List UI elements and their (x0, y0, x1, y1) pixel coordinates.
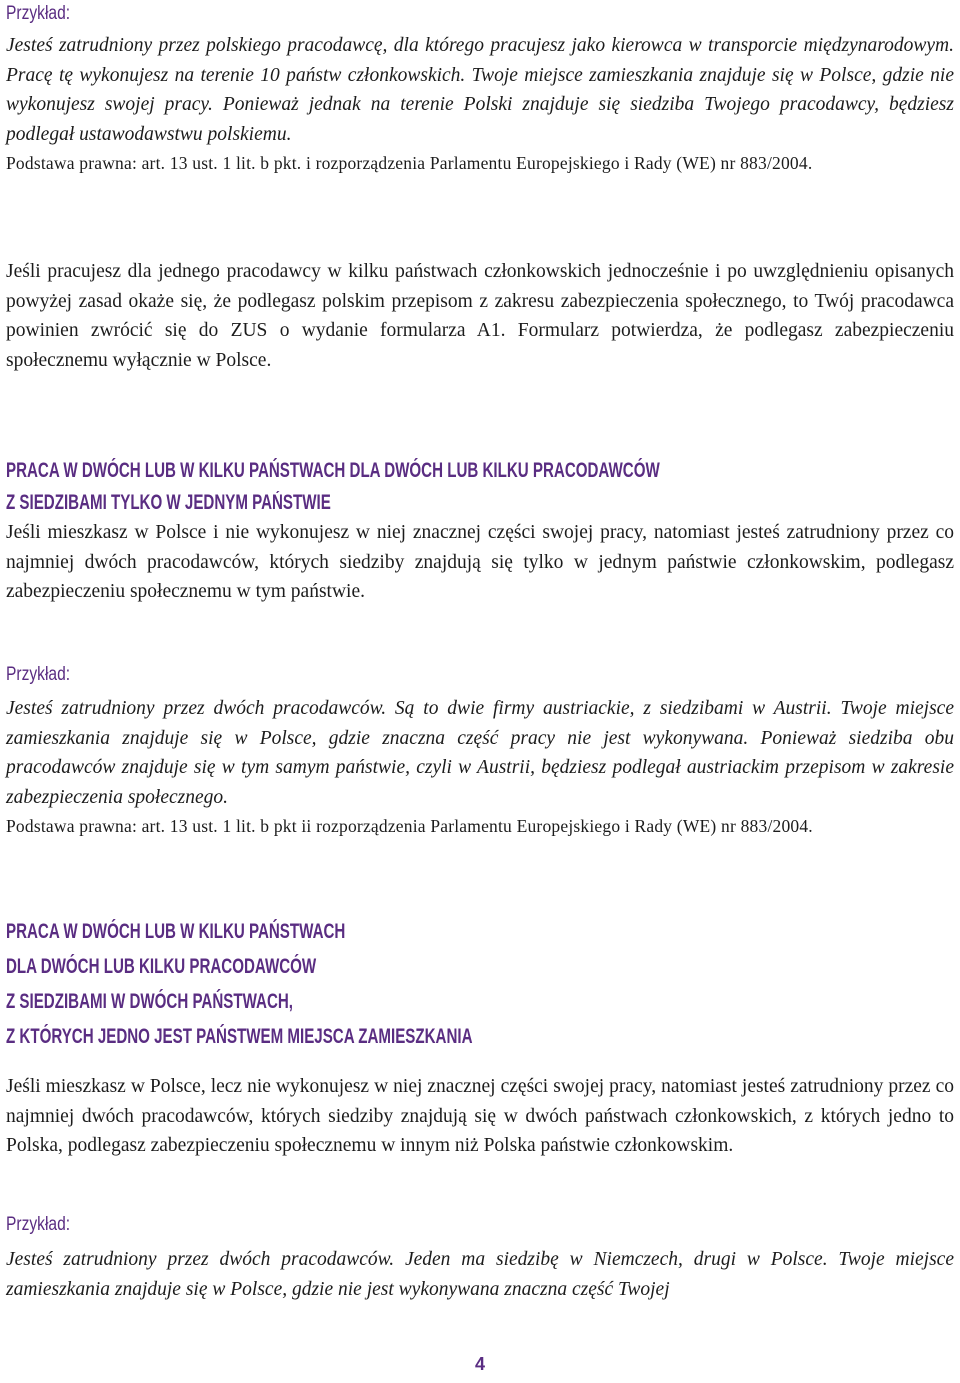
example-1 (6, 0, 954, 179)
example-label: Przykład: (6, 3, 71, 24)
section-three-body: Jeśli mieszkasz w Polsce, lecz nie wykonujesz w niej znacznej części swojej pracy, natomiast jesteś zatrudniony przez co najmniej dwóch pracodawców, których siedziby znajdują się w dwóch państwach członkowskich, z których jedno to Polska, podlegasz zabezpieczeniu społecznemu w innym niż Polska państwie członkowskim. (6, 1076, 954, 1156)
heading-line: Z KTÓRYCH JEDNO JEST PAŃSTWEM MIEJSCA ZAMIESZKANIA (6, 1025, 473, 1048)
example-text: Jesteś zatrudniony przez polskiego pracodawcę, dla którego pracujesz jako kierowca w transporcie międzynarodowym. Pracę tę wykonujesz na terenie 10 państw członkowskich. Twoje miejsce zamieszkania znajduje się w Polsce, gdzie nie wykonujesz swojej pracy. Ponieważ jednak na terenie Polski znajduje się siedziba Twojego pracodawcy, będziesz podlegał ustawodawstwu polskiemu. (6, 35, 954, 145)
page-number: 4 (474, 1354, 485, 1374)
section-three-heading (6, 917, 954, 1051)
heading-line: PRACA W DWÓCH LUB W KILKU PAŃSTWACH (6, 920, 346, 943)
heading-line: DLA DWÓCH LUB KILKU PRACODAWCÓW (6, 955, 317, 978)
example-text: Jesteś zatrudniony przez dwóch pracodawców. Są to dwie firmy austriackie, z siedzibami w Austrii. Twoje miejsce zamieszkania znajduje się w Polsce, gdzie znaczna część pracy nie jest wykonywana. Ponieważ siedziba obu pracodawców znajduje się w tym samym państwie, czyli w Austrii, będziesz podlegał austriackim przepisom w zakresie zabezpieczenia społecznego. (6, 698, 954, 808)
section-two-heading (6, 456, 954, 517)
heading-line: Z SIEDZIBAMI TYLKO W JEDNYM PAŃSTWIE (6, 491, 331, 514)
legal-basis: Podstawa prawna: art. 13 ust. 1 lit. b pkt. i rozporządzenia Parlamentu Europejskiego i Rady (WE) nr 883/2004. (6, 153, 813, 173)
paragraph-a1-form: Jeśli pracujesz dla jednego pracodawcy w kilku państwach członkowskich jednocześnie i po uwzględnieniu opisanych powyżej zasad okaże się, że podlegasz polskim przepisom z zakresu zabezpieczenia społecznego, to Twój pracodawca powinien zwrócić się do ZUS o wydanie formularza A1. Formularz potwierdza, że podlegasz zabezpieczeniu społecznemu wyłącznie w Polsce. (6, 261, 954, 371)
heading-line: Z SIEDZIBAMI W DWÓCH PAŃSTWACH, (6, 990, 293, 1013)
example-label: Przykład: (6, 664, 71, 685)
example-2 (6, 663, 954, 842)
example-3 (6, 1213, 954, 1304)
section-two-body: Jeśli mieszkasz w Polsce i nie wykonujesz w niej znacznej części swojej pracy, natomiast jesteś zatrudniony przez co najmniej dwóch pracodawców, których siedziby znajdują się tylko w jednym państwie członkowskim, podlegasz zabezpieczeniu społecznemu w tym państwie. (6, 522, 954, 602)
heading-line: PRACA W DWÓCH LUB W KILKU PAŃSTWACH DLA DWÓCH LUB KILKU PRACODAWCÓW (6, 459, 660, 482)
example-label: Przykład: (6, 1214, 71, 1235)
example-text: Jesteś zatrudniony przez dwóch pracodawców. Jeden ma siedzibę w Niemczech, drugi w Polsce. Twoje miejsce zamieszkania znajduje się w Polsce, gdzie nie jest wykonywana znaczna część Twojej (6, 1249, 954, 1300)
legal-basis: Podstawa prawna: art. 13 ust. 1 lit. b pkt ii rozporządzenia Parlamentu Europejskiego i Rady (WE) nr 883/2004. (6, 816, 813, 836)
